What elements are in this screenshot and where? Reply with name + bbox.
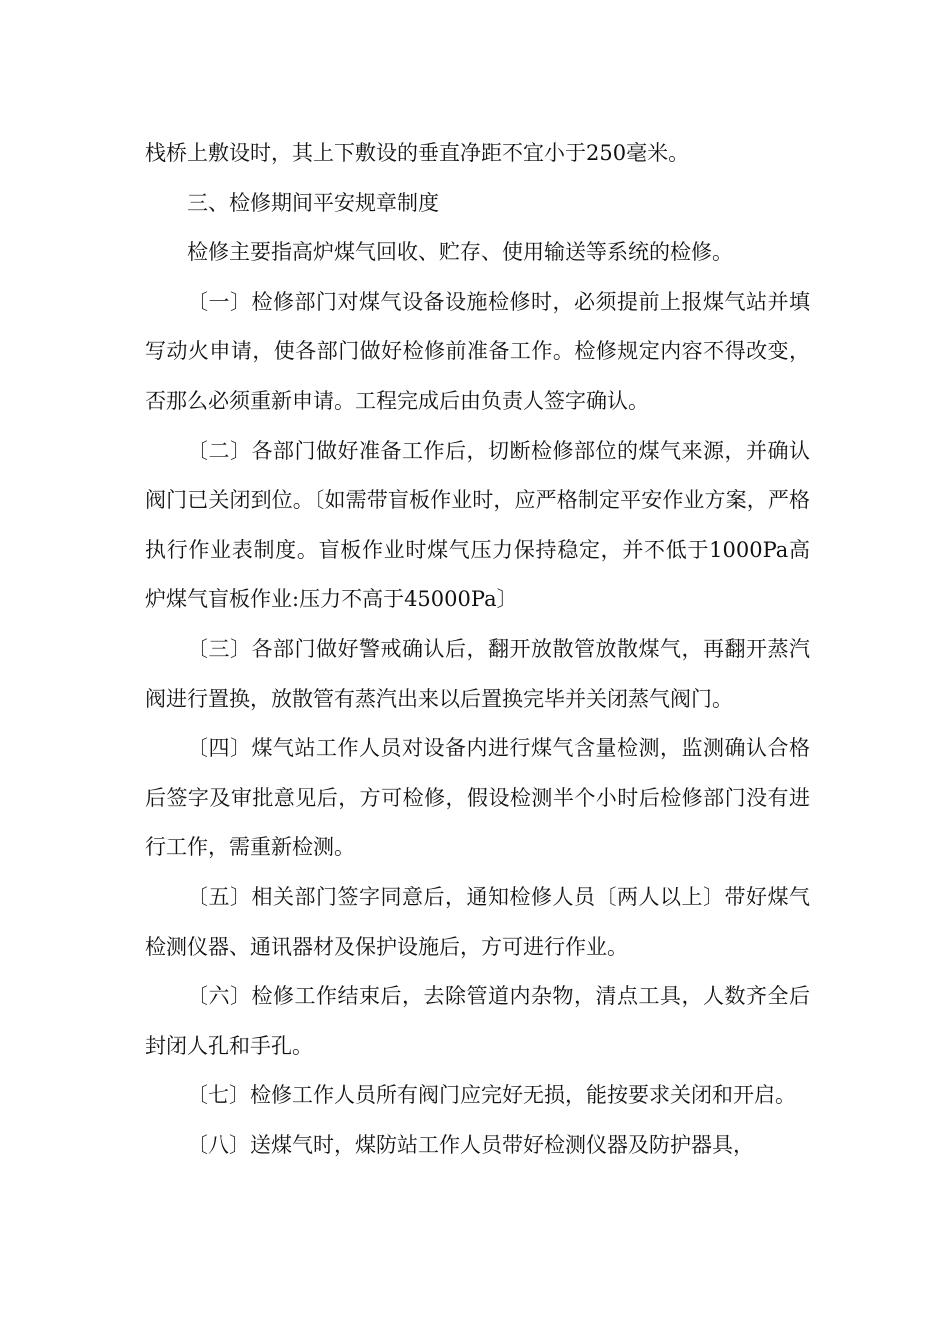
paragraph-item-3: 〔三〕各部门做好警戒确认后，翻开放散管放散煤气，再翻开蒸汽阀进行置换，放散管有蒸汽出来以后置换完毕并关闭蒸气阀门。 (145, 636, 810, 711)
document-body (145, 129, 810, 1170)
paragraph-item-8: 〔八〕送煤气时，煤防站工作人员带好检测仪器及防护器具， (187, 1132, 754, 1157)
section-heading: 三、检修期间平安规章制度 (187, 190, 439, 215)
paragraph-item-2: 〔二〕各部门做好准备工作后，切断检修部位的煤气来源，并确认阀门已关闭到位。〔如需带盲板作业时，应严格制定平安作业方案，严格执行作业表制度。盲板作业时煤气压力保持稳定，并不低于1000Pa高炉煤气盲板作业:压力不高于45000Pa〕 (145, 438, 810, 612)
paragraph-item-4: 〔四〕煤气站工作人员对设备内进行煤气含量检测，监测确认合格后签字及审批意见后，方可检修，假设检测半个小时后检修部门没有进行工作，需重新检测。 (145, 736, 810, 860)
paragraph-item-1: 〔一〕检修部门对煤气设备设施检修时，必须提前上报煤气站并填写动火申请，使各部门做好检修前准备工作。检修规定内容不得改变，否那么必须重新申请。工程完成后由负责人签字确认。 (145, 289, 810, 413)
paragraph-continuation: 栈桥上敷设时，其上下敷设的垂直净距不宜小于250毫米。 (145, 141, 690, 165)
paragraph-item-7: 〔七〕检修工作人员所有阀门应完好无损，能按要求关闭和开启。 (187, 1083, 796, 1108)
paragraph-item-5: 〔五〕相关部门签字同意后，通知检修人员〔两人以上〕带好煤气检测仪器、通讯器材及保护设施后，方可进行作业。 (145, 884, 810, 959)
paragraph-intro: 检修主要指高炉煤气回收、贮存、使用输送等系统的检修。 (187, 240, 733, 265)
paragraph-item-6: 〔六〕检修工作结束后，去除管道内杂物，清点工具，人数齐全后封闭人孔和手孔。 (145, 984, 810, 1058)
